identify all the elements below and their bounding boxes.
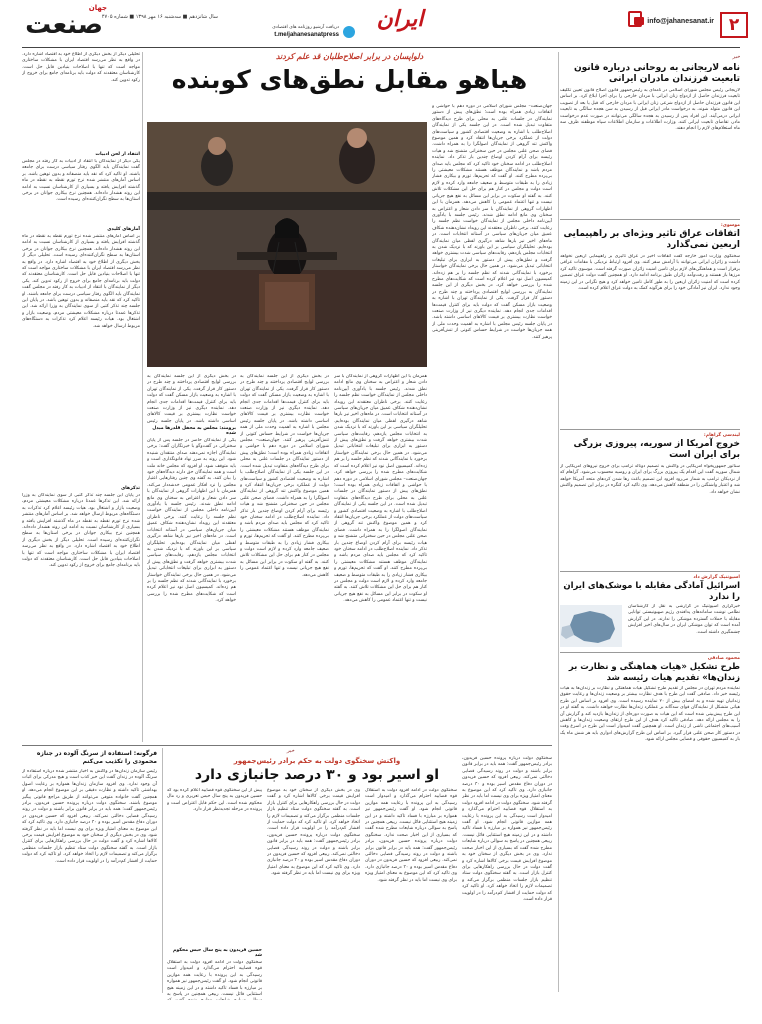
story2-body: سخنگوی وزارت امور خارجه گفت اتفاقات اخیر در عراق تاثیری بر راهپیمایی اربعین نخواهد داشت و زائران ایرانی می‌توانند با آرامش سفر کنند. وی افزود ارتباط نزدیکی با مقامات عراقی برقرار است و هماهنگی‌های لازم برای تامین امنیت زائران صورت گرفته است. موسوی تاکید کرد مرزها باز هستند و رفت‌وآمد زائران طبق برنامه ادامه دارد. او همچنین گفت دولت عراق تضمین کرده است که امنیت زائران اربعین را به طور کامل تامین خواهد کرد و هیچ نگرانی در این زمینه وجود ندارد. ایران نیز آمادگی خود را برای هرگونه کمک به دولت عراق اعلام کرده است. (560, 254, 740, 292)
right-section-label: خبر (732, 54, 740, 60)
story1-body: لاریجانی رئیس مجلس شورای اسلامی در نامه‌ای به رئیس‌جمهور قانون اصلاح قانون تعیین تکلیف تابعیت فرزندان حاصل از ازدواج زنان ایرانی با مردان خارجی را برای اجرا ابلاغ کرد. بر اساس این قانون فرزندان حاصل از ازدواج شرعی زنان ایرانی با مردان خارجی که قبل یا بعد از تصویب این قانون متولد شوند، به درخواست مادر ایرانی قبل از رسیدن به سن هجده سالگی به تابعیت ایرانی درمی‌آیند. این افراد پس از رسیدن به هجده سالگی می‌توانند در صورت عدم درخواست مادر، تقاضای تابعیت ایرانی کنند. وزارت اطلاعات و سازمان اطلاعات سپاه موظفند ظرف سه ماه استعلام‌های لازم را انجام دهند. (560, 88, 740, 132)
bottom-story (22, 748, 552, 998)
bottom-side (22, 750, 157, 995)
bottom-side-kicker: فرگونه: استفاده از سرنگ آلوده در جنازه محمودی را تکذیب می‌کنم (36, 750, 157, 765)
side-body-2: بر اساس آمارهای منتشر شده نرخ تورم نقطه به نقطه در ماه گذشته افزایش یافته و بسیاری از کارشناسان نسبت به ادامه این روند هشدار داده‌اند. همچنین نرخ بیکاری جوانان در برخی استان‌ها به سطح نگران‌کننده‌ای رسیده است. تحلیلی دیگر از بخش دیگری از اطلاع خود به اقتصاد اشاره دارد. در واقع به نظر می‌رسد اقتصاد ایران با مشکلات ساختاری مواجه است که تنها با اصلاحات بنیادین قابل حل است. کارشناسان معتقدند که دولت باید برنامه‌ای جامع برای خروج از رکود تدوین کند. یکی دیگر از نمایندگان با انتقاد از ادبیات به کار رفته در مجلس گفت نمایندگان باید الگوی رفتار سیاسی درست برای جامعه باشند. او تاکید کرد که نقد باید منصفانه و بدون توهین باشد. در پایان این جلسه چند تذکر کتبی از سوی نمایندگان به وزرا ارائه شد. این تذکرها عمدتا درباره مشکلات معیشتی مردم، وضعیت بازار و اشتغال بود. هیات رئیسه اعلام کرد تذکرات به دستگاه‌های مربوط ارسال خواهد شد. (22, 234, 140, 329)
top-story-subhead: برومند: مجلس به محفل قلدرها مبدل شده (152, 426, 236, 436)
telegram-block[interactable] (215, 24, 355, 42)
top-story-body-4b: یکی از نمایندگان حاضر در جلسه پس از پایان سخنرانی در گفت‌وگو با خبرنگاران گفت: برخی نمایندگان اجازه نمی‌دهند صدای منتقدان شنیده شود. این روند به ضرر نهاد قانونگذاری است و باید متوقف شود. او افزود که مجلس خانه ملت است و همه نمایندگان حق دارند دیدگاه‌های خود را بیان کنند. به گفته وی چنین رفتارهایی اعتبار مجلس را نزد افکار عمومی خدشه‌دار می‌کند. همزمان با این اظهارات گروهی از نمایندگان با سر دادن شعار و اعتراض به سخنان وی مانع ادامه نطق شدند. رئیس جلسه با یادآوری آیین‌نامه داخلی مجلس از نمایندگان خواست نظم جلسه را رعایت کنند. برخی ناظران معتقدند این رویداد نشان‌دهنده شکاف عمیق میان جریان‌های سیاسی در آستانه انتخابات است. در ماه‌های اخیر نیز بارها شاهد درگیری لفظی میان نمایندگان بوده‌ایم. تحلیلگران سیاسی بر این باورند که با نزدیک شدن به انتخابات مجلس یازدهم، رقابت‌های سیاسی شدت بیشتری خواهد گرفت و نطق‌های پیش از دستور به ابزاری برای تبلیغات انتخاباتی تبدیل می‌شود. در همین حال برخی نمایندگان خواستار برخورد با نمایندگانی شدند که نظم جلسه را بر هم زده‌اند. کمیسیون اصل نود نیز اعلام کرده است که شکایت‌های مطرح شده را بررسی خواهد کرد. (147, 438, 236, 604)
page-number-box (720, 12, 748, 38)
newspaper-logo[interactable] (22, 4, 107, 42)
story4-label: اسپوتنیک گزارش داد (693, 575, 740, 580)
story4-body: خبرگزاری اسپوتنیک در گزارشی به نقل از کارشناسان نظامی نوشت سامانه‌های پدافندی رژیم صهیونیستی توانایی مقابله با حملات گسترده موشکی را ندارند. در این گزارش آمده است که توان موشکی ایران در سال‌های اخیر افزایش چشمگیری داشته است. (628, 604, 740, 635)
side-body-3: در پایان این جلسه چند تذکر کتبی از سوی نمایندگان به وزرا ارائه شد. این تذکرها عمدتا درباره مشکلات معیشتی مردم، وضعیت بازار و اشتغال بود. هیات رئیسه اعلام کرد تذکرات به دستگاه‌های مربوط ارسال خواهد شد. بر اساس آمارهای منتشر شده نرخ تورم نقطه به نقطه در ماه گذشته افزایش یافته و بسیاری از کارشناسان نسبت به ادامه این روند هشدار داده‌اند. همچنین نرخ بیکاری جوانان در برخی استان‌ها به سطح نگران‌کننده‌ای رسیده است. تحلیلی دیگر از بخش دیگری از اطلاع خود به اقتصاد اشاره دارد. در واقع به نظر می‌رسد اقتصاد ایران با مشکلات ساختاری مواجه است که تنها با اصلاحات بنیادین قابل حل است. کارشناسان معتقدند که دولت باید برنامه‌ای جامع برای خروج از رکود تدوین کند. (22, 493, 140, 569)
side-subhead-1: انتقاد از لحن ادبیات (95, 152, 140, 157)
story5-label: محمود صادقی (707, 656, 740, 661)
bottom-body-4-wrap (167, 788, 262, 996)
bottom-body-2: سخنگوی دولت در ادامه افزود دولت به استقلال قوه قضاییه احترام می‌گذارد و امیدوار است رسیدگی به این پرونده با رعایت همه موازین قانونی انجام شود. او گفت رئیس‌جمهور نیز همواره بر مبارزه با فساد تاکید داشته و در این زمینه هیچ استثنایی قائل نیست. ربیعی همچنین در پاسخ به سوالی درباره شایعات مطرح شده گفت که بسیاری از این اخبار صحت ندارد. سخنگوی دولت درباره پرونده حسین فریدون، برادر رئیس‌جمهور گفت: همه باید در برابر قانون برابر باشند و دولت در روند رسیدگی قضایی دخالتی نمی‌کند. ربیعی افزود که حسین فریدون در دوران دفاع مقدس اسیر بوده و ۳۰ درصد جانبازی دارد. وی تاکید کرد که این موضوع به معنای امتیاز ویژه برای وی نیست اما باید در نظر گرفته شود. (365, 788, 457, 883)
top-story-left-column (22, 52, 140, 752)
masthead-rule (22, 47, 740, 48)
masthead (0, 0, 762, 52)
parliament-photo (147, 122, 427, 367)
story3-body: سناتور جمهوریخواه آمریکایی در واکنش به تصمیم دونالد ترامپ برای خروج نیروهای آمریکایی از شمال سوریه گفت این اقدام یک پیروزی بزرگ برای ایران و روسیه محسوب می‌شود. گراهام که از نزدیکان ترامپ به شمار می‌رود افزود این تصمیم باعث رها شدن کردهای متحد آمریکا خواهد شد و اعتبار واشنگتن را در منطقه کاهش می‌دهد. وی تاکید کرد کنگره در برابر این تصمیم واکنش نشان خواهد داد. (560, 464, 740, 495)
bottom-kicker: واکنش سخنگوی دولت به حکم برادر رئیس‌جمهور (233, 757, 401, 765)
story5-body: نماینده مردم تهران در مجلس از تقدیم طرح تشکیل هیات هماهنگی و نظارت بر زندان‌ها به هیات رئیسه خبر داد. صادقی گفت این طرح با هدف نظارت بیشتر بر وضعیت زندان‌ها و رعایت حقوق زندانیان تهیه شده و به امضای بیش از ۲۰ نماینده رسیده است. وی افزود بر اساس این طرح هیاتی متشکل از نمایندگان قوای سه‌گانه بر عملکرد زندان‌ها نظارت خواهند داشت. به گفته او در این طرح پیش‌بینی شده است که این هیات به صورت دوره‌ای از زندان‌ها بازدید کند و گزارش آن را به مجلس ارائه دهد. صادقی تاکید کرد هدف از این طرح ارتقای وضعیت زندان‌ها و کاهش آسیب‌های اجتماعی ناشی از زندان است. او همچنین گفت امیدوار است این طرح در اسرع وقت در دستور کار صحن علنی قرار گیرد. بر اساس این طرح گزارش‌های ادواری باید هر شش ماه یک بار به کمیسیون حقوقی و قضایی مجلس ارائه شود. (560, 686, 740, 743)
email-block[interactable] (634, 14, 714, 28)
telegram-link[interactable]: t.me/jahanesanatpress (274, 32, 339, 38)
logo-text: صنعت (25, 10, 103, 40)
side-body-1: تحلیلی دیگر از بخش دیگری از اطلاع خود به اقتصاد اشاره دارد. در واقع به نظر می‌رسد اقتصاد ایران با مشکلات ساختاری مواجه است که تنها با اصلاحات بنیادین قابل حل است. کارشناسان معتقدند که دولت باید برنامه‌ای جامع برای خروج از رکود تدوین کند. (22, 52, 140, 83)
side-subhead-3: تذکرهای (120, 486, 140, 491)
bottom-side-body: رئیس سازمان زندان‌ها در واکنش به اخبار منتشر شده درباره استفاده از سرنگ آلوده در زندان گفت این خبر کذب است و هیچ مدرکی برای اثبات آن وجود ندارد. وی افزود سازمان زندان‌ها همواره بر رعایت اصول بهداشتی تاکید داشته و نظارت دقیقی بر این موضوع انجام می‌دهد. او همچنین گفت خانواده متوفی می‌توانند از طریق مراجع قانونی پیگیر موضوع باشند. سخنگوی دولت درباره پرونده حسین فریدون، برادر رئیس‌جمهور گفت: همه باید در برابر قانون برابر باشند و دولت در روند رسیدگی قضایی دخالتی نمی‌کند. ربیعی افزود که حسین فریدون در دوران دفاع مقدس اسیر بوده و ۳۰ درصد جانبازی دارد. وی تاکید کرد که این موضوع به معنای امتیاز ویژه برای وی نیست اما باید در نظر گرفته شود. وی در بخش دیگری از سخنان خود به موضوع افزایش قیمت برخی کالاها اشاره کرد و گفت دولت در حال بررسی راهکارهایی برای کنترل بازار است. به گفته سخنگوی دولت ستاد تنظیم بازار جلسات منظمی برگزار می‌کند و تصمیمات لازم را اتخاذ خواهد کرد. او تاکید کرد که دولت حمایت از اقشار کم‌درآمد را در اولویت قرار داده است. (22, 769, 157, 864)
top-story-body-4-wrap (147, 374, 236, 744)
column-rule (558, 52, 559, 992)
date-line: سال شانزدهم ■ سه‌شنبه ۱۶ مهر ۱۳۹۸ ■ شماره ۴۷۰۵ (101, 14, 218, 20)
map-image (560, 605, 622, 647)
column-rule (142, 52, 143, 742)
telegram-line1: دریافت آرشیو روزنامه های اقتصادی (272, 25, 339, 30)
bottom-body-4a: پیش از این سخنگوی قوه قضاییه اعلام کرده بود که حسین فریدون به پنج سال حبس تعزیری و رد مال محکوم شده است. این حکم قابل اعتراض است و پرونده در مرحله تجدیدنظر قرار دارد. (167, 788, 262, 813)
bottom-body-4b: سخنگوی دولت در ادامه افزود دولت به استقلال قوه قضاییه احترام می‌گذارد و امیدوار است رسیدگی به این پرونده با رعایت همه موازین قانونی انجام شود. او گفت رئیس‌جمهور نیز همواره بر مبارزه با فساد تاکید داشته و در این زمینه هیچ استثنایی قائل نیست. ربیعی همچنین در پاسخ به (167, 960, 262, 998)
story2-headline: اتفاقات عراق تاثیر ویژه‌ای بر راهپیمایی اربعین نمی‌گذارد (563, 229, 740, 250)
divider (560, 219, 740, 220)
bottom-body-3: وی در بخش دیگری از سخنان خود به موضوع افزایش قیمت برخی کالاها اشاره کرد و گفت دولت در حال بررسی راهکارهایی برای کنترل بازار است. به گفته سخنگوی دولت ستاد تنظیم بازار جلسات منظمی برگزار می‌کند و تصمیمات لازم را اتخاذ خواهد کرد. او تاکید کرد که دولت حمایت از اقشار کم‌درآمد را در اولویت قرار داده است. سخنگوی دولت درباره پرونده حسین فریدون، برادر رئیس‌جمهور گفت: همه باید در برابر قانون برابر باشند و دولت در روند رسیدگی قضایی دخالتی نمی‌کند. ربیعی افزود که حسین فریدون در دوران دفاع مقدس اسیر بوده و ۳۰ درصد جانبازی دارد. وی تاکید کرد که این موضوع به معنای امتیاز ویژه برای وی نیست اما باید در نظر گرفته شود. (267, 788, 360, 877)
right-column (560, 52, 740, 947)
top-story-body-4a: در بخش دیگری از این جلسه نمایندگان به بررسی لوایح اقتصادی پرداختند و چند طرح در دستور کار قرار گرفت. یکی از نمایندگان تهران با اشاره به وضعیت بازار مسکن گفت که دولت باید برای کنترل قیمت‌ها اقدامات جدی انجام دهد. نماینده دیگری نیز از وزارت صنعت خواست نظارت بیشتری بر قیمت کالاهای اساسی داشته باشد. در پایان جلسه رئیس (147, 374, 236, 424)
page-number: ۲ (728, 15, 740, 35)
brand-mark-icon (628, 11, 642, 27)
side-body-1b: یکی دیگر از نمایندگان با انتقاد از ادبیات به کار رفته در مجلس گفت نمایندگان باید الگوی رفتار سیاسی درست برای جامعه باشند. او تاکید کرد که نقد باید منصفانه و بدون توهین باشد. بر اساس آمارهای منتشر شده نرخ تورم نقطه به نقطه در ماه گذشته افزایش یافته و بسیاری از کارشناسان نسبت به ادامه این روند هشدار داده‌اند. همچنین نرخ بیکاری جوانان در برخی استان‌ها به سطح نگران‌کننده‌ای رسیده است. (22, 159, 140, 203)
section-title: ایران (376, 6, 424, 32)
story4-row (560, 581, 740, 649)
top-story (22, 52, 552, 752)
top-story-body-2: همزمان با این اظهارات گروهی از نمایندگان با سر دادن شعار و اعتراض به سخنان وی مانع ادامه نطق شدند. رئیس جلسه با یادآوری آیین‌نامه داخلی مجلس از نمایندگان خواست نظم جلسه را رعایت کنند. برخی ناظران معتقدند این رویداد نشان‌دهنده شکاف عمیق میان جریان‌های سیاسی در آستانه انتخابات است. در ماه‌های اخیر نیز بارها شاهد درگیری لفظی میان نمایندگان بوده‌ایم. تحلیلگران سیاسی بر این باورند که با نزدیک شدن به انتخابات مجلس یازدهم، رقابت‌های سیاسی شدت بیشتری خواهد گرفت و نطق‌های پیش از دستور به ابزاری برای تبلیغات انتخاباتی تبدیل می‌شود. در همین حال برخی نمایندگان خواستار برخورد با نمایندگانی شدند که نظم جلسه را بر هم زده‌اند. کمیسیون اصل نود نیز اعلام کرده است که شکایت‌های مطرح شده را بررسی خواهد کرد. جهان‌صنعت– مجلس شورای اسلامی در دوره دهم با حواشی و اتفاقات زیادی همراه بوده است؛ نطق‌های پیش از دستور نمایندگان در جلسات علنی به محلی برای طرح دیدگاه‌های متفاوت تبدیل شده است. در این جلسه یکی از نمایندگان اصلاح‌طلب با اشاره به وضعیت اقتصادی کشور و سیاست‌های دولت از عملکرد برخی جریان‌ها انتقاد کرد و همین موضوع واکنش تند گروهی از نمایندگان اصولگرا را به همراه داشت. فضای صحن علنی مجلس در حین سخنرانی متشنج شد و هیات رئیسه برای آرام کردن اوضاع چندین بار تذکر داد. نماینده اصلاح‌طلب در ادامه سخنان خود تاکید کرد که مجلس باید صدای مردم باشد و نمایندگان موظف هستند مشکلات معیشتی را بی‌پرده مطرح کنند. او گفت که تحریم‌ها، تورم و بیکاری فشار زیادی را به طبقات متوسط و ضعیف جامعه وارد کرده و لازم است دولت و مجلس در کنار هم برای حل این مشکلات تلاش کنند. به گفته او سکوت در برابر این مسائل به نفع هیچ جریانی نیست و تنها اعتماد عمومی را کاهش می‌دهد. (334, 374, 427, 604)
telegram-icon (343, 26, 355, 38)
story5-headline: طرح تشکیل «هیات هماهنگی و نظارت بر زندان‌ها» تقدیم هیات رئیسه شد (568, 662, 740, 683)
divider (560, 429, 740, 430)
top-story-body-1: جهان‌صنعت– مجلس شورای اسلامی در دوره دهم با حواشی و اتفاقات زیادی همراه بوده است؛ نطق‌های پیش از دستور نمایندگان در جلسات علنی به محلی برای طرح دیدگاه‌های متفاوت تبدیل شده است. در این جلسه یکی از نمایندگان اصلاح‌طلب با اشاره به وضعیت اقتصادی کشور و سیاست‌های دولت از عملکرد برخی جریان‌ها انتقاد کرد و همین موضوع واکنش تند گروهی از نمایندگان اصولگرا را به همراه داشت. فضای صحن علنی مجلس در حین سخنرانی متشنج شد و هیات رئیسه برای آرام کردن اوضاع چندین بار تذکر داد. نماینده اصلاح‌طلب در ادامه سخنان خود تاکید کرد که مجلس باید صدای مردم باشد و نمایندگان موظف هستند مشکلات معیشتی را بی‌پرده مطرح کنند. او گفت که تحریم‌ها، تورم و بیکاری فشار زیادی را به طبقات متوسط و ضعیف جامعه وارد کرده و لازم است دولت و مجلس در کنار هم برای حل این مشکلات تلاش کنند. به گفته او سکوت در برابر این مسائل به نفع هیچ جریانی نیست و تنها اعتماد عمومی را کاهش می‌دهد. همزمان با این اظهارات گروهی از نمایندگان با سر دادن شعار و اعتراض به سخنان وی مانع ادامه نطق شدند. رئیس جلسه با یادآوری آیین‌نامه داخلی مجلس از نمایندگان خواست نظم جلسه را رعایت کنند. برخی ناظران معتقدند این رویداد نشان‌دهنده شکاف عمیق میان جریان‌های سیاسی در آستانه انتخابات است. در ماه‌های اخیر نیز بارها شاهد درگیری لفظی میان نمایندگان بوده‌ایم. تحلیلگران سیاسی بر این باورند که با نزدیک شدن به انتخابات مجلس یازدهم، رقابت‌های سیاسی شدت بیشتری خواهد گرفت و نطق‌های پیش از دستور به ابزاری برای تبلیغات انتخاباتی تبدیل می‌شود. در همین حال برخی نمایندگان خواستار برخورد با نمایندگانی شدند که نظم جلسه را بر هم زده‌اند. کمیسیون اصل نود نیز اعلام کرده است که شکایت‌های مطرح شده را بررسی خواهد کرد. در بخش دیگری از این جلسه نمایندگان به بررسی لوایح اقتصادی پرداختند و چند طرح در دستور کار قرار گرفت. یکی از نمایندگان تهران با اشاره به وضعیت بازار مسکن گفت که دولت باید برای کنترل قیمت‌ها اقدامات جدی انجام دهد. نماینده دیگری نیز از وزارت صنعت خواست نظارت بیشتری بر قیمت کالاهای اساسی داشته باشد. در پایان جلسه رئیس مجلس با اشاره به اهمیت وحدت ملی از همه جریان‌ها خواست در شرایط حساس کنونی از تنش‌آفرینی پرهیز کنند. (432, 104, 552, 340)
bottom-body-1: سخنگوی دولت درباره پرونده حسین فریدون، برادر رئیس‌جمهور گفت: همه باید در برابر قانون برابر باشند و دولت در روند رسیدگی قضایی دخالتی نمی‌کند. ربیعی افزود که حسین فریدون در دوران دفاع مقدس اسیر بوده و ۳۰ درصد جانبازی دارد. وی تاکید کرد که این موضوع به معنای امتیاز ویژه برای وی نیست اما باید در نظر گرفته شود. سخنگوی دولت در ادامه افزود دولت به استقلال قوه قضاییه احترام می‌گذارد و امیدوار است رسیدگی به این پرونده با رعایت همه موازین قانونی انجام شود. او گفت رئیس‌جمهور نیز همواره بر مبارزه با فساد تاکید داشته و در این زمینه هیچ استثنایی قائل نیست. ربیعی همچنین در پاسخ به سوالی درباره شایعات مطرح شده گفت که بسیاری از این اخبار صحت ندارد. وی در بخش دیگری از سخنان خود به موضوع افزایش قیمت برخی کالاها اشاره کرد و گفت دولت در حال بررسی راهکارهایی برای کنترل بازار است. به گفته سخنگوی دولت ستاد تنظیم بازار جلسات منظمی برگزار می‌کند و تصمیمات لازم را اتخاذ خواهد کرد. او تاکید کرد که دولت حمایت از اقشار کم‌درآمد را در اولویت قرار داده است. (462, 756, 552, 902)
divider (560, 571, 740, 572)
story3-headline: خروج آمریکا از سوریه، پیروزی بزرگی برای ایران است (573, 439, 740, 460)
email-text[interactable]: info@jahanesanat.ir (647, 17, 714, 25)
story3-label: لیندسی گراهام: (703, 433, 740, 438)
top-story-headline: هیاهو مقابل نطق‌های کوبنده (171, 65, 528, 94)
story1-headline: نامه لاریجانی به روحانی درباره قانون تابعیت فرزندان مادران ایرانی (573, 63, 740, 84)
top-story-body-3: در بخش دیگری از این جلسه نمایندگان به بررسی لوایح اقتصادی پرداختند و چند طرح در دستور کار قرار گرفت. یکی از نمایندگان تهران با اشاره به وضعیت بازار مسکن گفت که دولت باید برای کنترل قیمت‌ها اقدامات جدی انجام دهد. نماینده دیگری نیز از وزارت صنعت خواست نظارت بیشتری بر قیمت کالاهای اساسی داشته باشد. در پایان جلسه رئیس مجلس با اشاره به اهمیت وحدت ملی از همه جریان‌ها خواست در شرایط حساس کنونی از تنش‌آفرینی پرهیز کنند. جهان‌صنعت– مجلس شورای اسلامی در دوره دهم با حواشی و اتفاقات زیادی همراه بوده است؛ نطق‌های پیش از دستور نمایندگان در جلسات علنی به محلی برای طرح دیدگاه‌های متفاوت تبدیل شده است. در این جلسه یکی از نمایندگان اصلاح‌طلب با اشاره به وضعیت اقتصادی کشور و سیاست‌های دولت از عملکرد برخی جریان‌ها انتقاد کرد و همین موضوع واکنش تند گروهی از نمایندگان اصولگرا را به همراه داشت. فضای صحن علنی مجلس در حین سخنرانی متشنج شد و هیات رئیسه برای آرام کردن اوضاع چندین بار تذکر داد. نماینده اصلاح‌طلب در ادامه سخنان خود تاکید کرد که مجلس باید صدای مردم باشد و نمایندگان موظف هستند مشکلات معیشتی را بی‌پرده مطرح کنند. او گفت که تحریم‌ها، تورم و بیکاری فشار زیادی را به طبقات متوسط و ضعیف جامعه وارد کرده و لازم است دولت و مجلس در کنار هم برای حل این مشکلات تلاش کنند. به گفته او سکوت در برابر این مسائل به نفع هیچ جریانی نیست و تنها اعتماد عمومی را کاهش می‌دهد. (240, 374, 329, 578)
top-story-kicker: دلواپسان در برابر اصلاح‌طلبان قد علم کردند (275, 52, 424, 61)
section-rule (22, 745, 552, 746)
logo-subtitle: جهان (88, 4, 107, 12)
bottom-section-label: خبر (287, 748, 295, 754)
column-rule (162, 748, 163, 993)
divider (560, 652, 740, 653)
story2-label: موسوی: (720, 223, 740, 228)
bottom-headline: او اسیر بود و ۳۰ درصد جانبازی دارد (194, 767, 440, 783)
bottom-subhead: حسین فریدون به پنج سال حبس محکوم شد (172, 948, 262, 958)
side-subhead-2: آمارهای کلیدی (107, 227, 140, 232)
story4-headline: اسرائیل آمادگی مقابله با موشک‌های ایران را ندارد (563, 581, 740, 602)
